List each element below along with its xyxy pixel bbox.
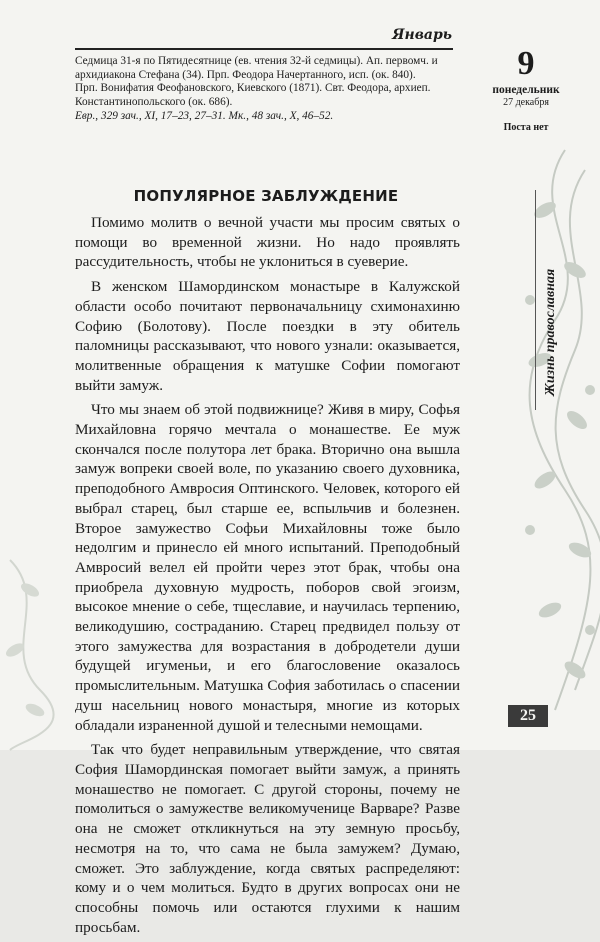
liturgical-readings <box>75 55 460 124</box>
sidebar-section-title: Жизнь православная <box>543 268 558 396</box>
sidebar-divider <box>535 190 536 410</box>
date-weekday: понедельник <box>492 84 560 96</box>
date-old-style: 27 декабря <box>503 97 549 108</box>
header-divider <box>75 48 453 50</box>
article-paragraph: Так что будет неправильным утверждение, что святая София Шамординская помогает выйти замуж, а принять монашество не помогает. С другой стороны, почему не помолиться о замужестве великомученице Варваре? Разве она не сможет откликнуться на эту земную просьбу, несмотря на то, что сама не была замужем? Думаю, сможет. Это заблуждение, когда святых распределяют: кому и о чем молиться. Будто в других вопросах они не способны помочь или остаются глухими к нашим просьбам. <box>75 741 460 936</box>
article-body <box>75 213 460 942</box>
article-paragraph: В женском Шамординском монастыре в Калужской области особо почитают первоначальницу схимонахиню Софию (Болотову). После поездки в эту обитель паломницы рассказывают, что нового узнали: оказывается, молитвенные обращения к матушке Софии помогают выйти замуж. <box>75 278 460 394</box>
fast-status: Поста нет <box>503 122 549 133</box>
article-paragraph: Что мы знаем об этой подвижнице? Живя в миру, Софья Михайловна горячо мечтала о монашестве. Ее муж скончался после полутора лет брака. Вторично она вышла замуж вопреки своей воле, по указанию своего духовника, преподобного Амвросия Оптинского. Человек, которого ей выбрал старец, был старше ее, вспыльчив и болезнен. Второе замужество Софьи Михайловны тоже было недолгим и принесло ей много испытаний. Преподобный Амвросий велел ей пройти через этот брак, чтобы она приобрела духовную мудрость, поборов свой эгоизм, высокое мнение о себе, тщеславие, и научилась терпению, великодушию, состраданию. Старец предвидел пользу от этого замужества для возрастания в добродетели души будущей игуменьи, и его благословение оказалось промыслительным. Матушка София заботилась о спасении душ насельниц нового монастыря, многие из которых обладали израненной душой и телесными немощами. <box>75 401 460 734</box>
article-paragraph: Помимо молитв о вечной участи мы просим святых о помощи во временной жизни. Но надо проявлять рассудительность, чтобы не уклониться в суеверие. <box>75 214 460 271</box>
date-block <box>482 46 570 133</box>
readings-commemorations-1: Седмица 31-я по Пятидесятнице (ев. чтения 32-й седмицы). Ап. первомч. и архидиакона Стефана (34). Прп. Феодора Начертанного, исп. (ок. 840). <box>75 55 438 81</box>
readings-scripture: Евр., 329 зач., XI, 17–23, 27–31. Мк., 48 зач., X, 46–52. <box>75 110 334 123</box>
article-title: ПОПУЛЯРНОЕ ЗАБЛУЖДЕНИЕ <box>133 187 399 205</box>
running-header-month: Январь <box>392 27 452 43</box>
date-day: 9 <box>517 45 535 82</box>
readings-commemorations-2: Прп. Вонифатия Феофановского, Киевского (1871). Свт. Феодора, архиеп. Константинопольского (ок. 686). <box>75 82 431 108</box>
page-number: 25 <box>508 705 548 727</box>
floral-ornament-icon <box>0 560 70 750</box>
